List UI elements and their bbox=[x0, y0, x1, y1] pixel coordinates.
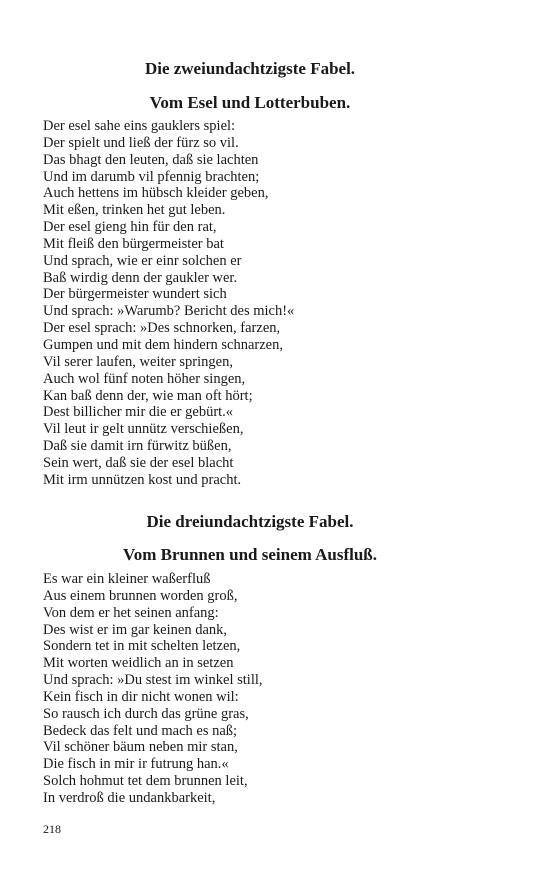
fable-82-title: Die zweiundachtzigste Fabel. bbox=[144, 59, 356, 78]
verse-line: Mit fleiß den bürgermeister bat bbox=[43, 235, 224, 252]
verse-line: Vil schöner bäum neben mir stan, bbox=[43, 739, 238, 756]
verse-line: Mit irm unnützen kost und pracht. bbox=[43, 471, 242, 488]
fable-83-verse bbox=[43, 571, 263, 807]
verse-line: Und sprach: »Warumb? Bericht des mich!« bbox=[43, 303, 295, 320]
verse-line: Kan baß denn der, wie man oft hört; bbox=[43, 387, 253, 404]
verse-line: Der esel sahe eins gauklers spiel: bbox=[43, 118, 236, 134]
fable-82-subtitle: Vom Esel und Lotterbuben. bbox=[149, 93, 351, 112]
verse-line: Mit eßen, trinken het gut leben. bbox=[43, 202, 226, 219]
verse-line: Sondern tet in mit schelten letzen, bbox=[43, 638, 241, 655]
verse-line: So rausch ich durch das grüne gras, bbox=[43, 705, 249, 722]
verse-line: Daß sie damit irn fürwitz büßen, bbox=[43, 438, 232, 455]
fable-83-title: Die dreiundachtzigste Fabel. bbox=[146, 512, 354, 531]
verse-line: Aus einem brunnen worden groß, bbox=[43, 587, 238, 604]
fable-82-verse bbox=[43, 118, 294, 489]
verse-line: Es war ein kleiner waßerfluß bbox=[43, 571, 211, 587]
verse-line: Gumpen und mit dem hindern schnarzen, bbox=[43, 336, 283, 353]
verse-line: Kein fisch in dir nicht wonen wil: bbox=[43, 688, 239, 705]
verse-line: Des wist er im gar keinen dank, bbox=[43, 621, 228, 638]
verse-line: Auch wol fünf noten höher singen, bbox=[43, 370, 246, 387]
verse-line: Die fisch in mir ir futrung han.« bbox=[43, 756, 229, 773]
verse-line: Baß wirdig denn der gaukler wer. bbox=[43, 269, 238, 286]
verse-line: Und im darumb vil pfennig brachten; bbox=[43, 168, 260, 185]
verse-line: Und sprach: »Du stest im winkel still, bbox=[43, 672, 263, 689]
verse-line: Und sprach, wie er einr solchen er bbox=[43, 252, 242, 269]
verse-line: Der spielt und ließ der fürz so vil. bbox=[43, 134, 239, 151]
verse-line: Sein wert, daß sie der esel blacht bbox=[43, 454, 234, 471]
verse-line: Mit worten weidlich an in setzen bbox=[43, 655, 234, 672]
verse-line: Bedeck das felt und mach es naß; bbox=[43, 722, 238, 739]
verse-line: Der bürgermeister wundert sich bbox=[43, 286, 227, 303]
verse-line: Der esel gieng hin für den rat, bbox=[43, 219, 217, 236]
verse-line: Auch hettens im hübsch kleider geben, bbox=[43, 185, 269, 202]
fable-83-subtitle: Vom Brunnen und seinem Ausfluß. bbox=[123, 545, 377, 564]
verse-line: Der esel sprach: »Des schnorken, farzen, bbox=[43, 320, 281, 337]
verse-line: Solch hohmut tet dem brunnen leit, bbox=[43, 773, 248, 790]
verse-line: Vil serer laufen, weiter springen, bbox=[43, 353, 233, 370]
verse-line: In verdroß die undankbarkeit, bbox=[43, 789, 216, 806]
verse-line: Vil leut ir gelt unnütz verschießen, bbox=[43, 421, 244, 438]
verse-line: Dest billicher mir die er gebürt.« bbox=[43, 404, 234, 421]
page-number: 218 bbox=[43, 822, 61, 836]
verse-line: Das bhagt den leuten, daß sie lachten bbox=[43, 151, 259, 168]
verse-line: Von dem er het seinen anfang: bbox=[43, 604, 219, 621]
